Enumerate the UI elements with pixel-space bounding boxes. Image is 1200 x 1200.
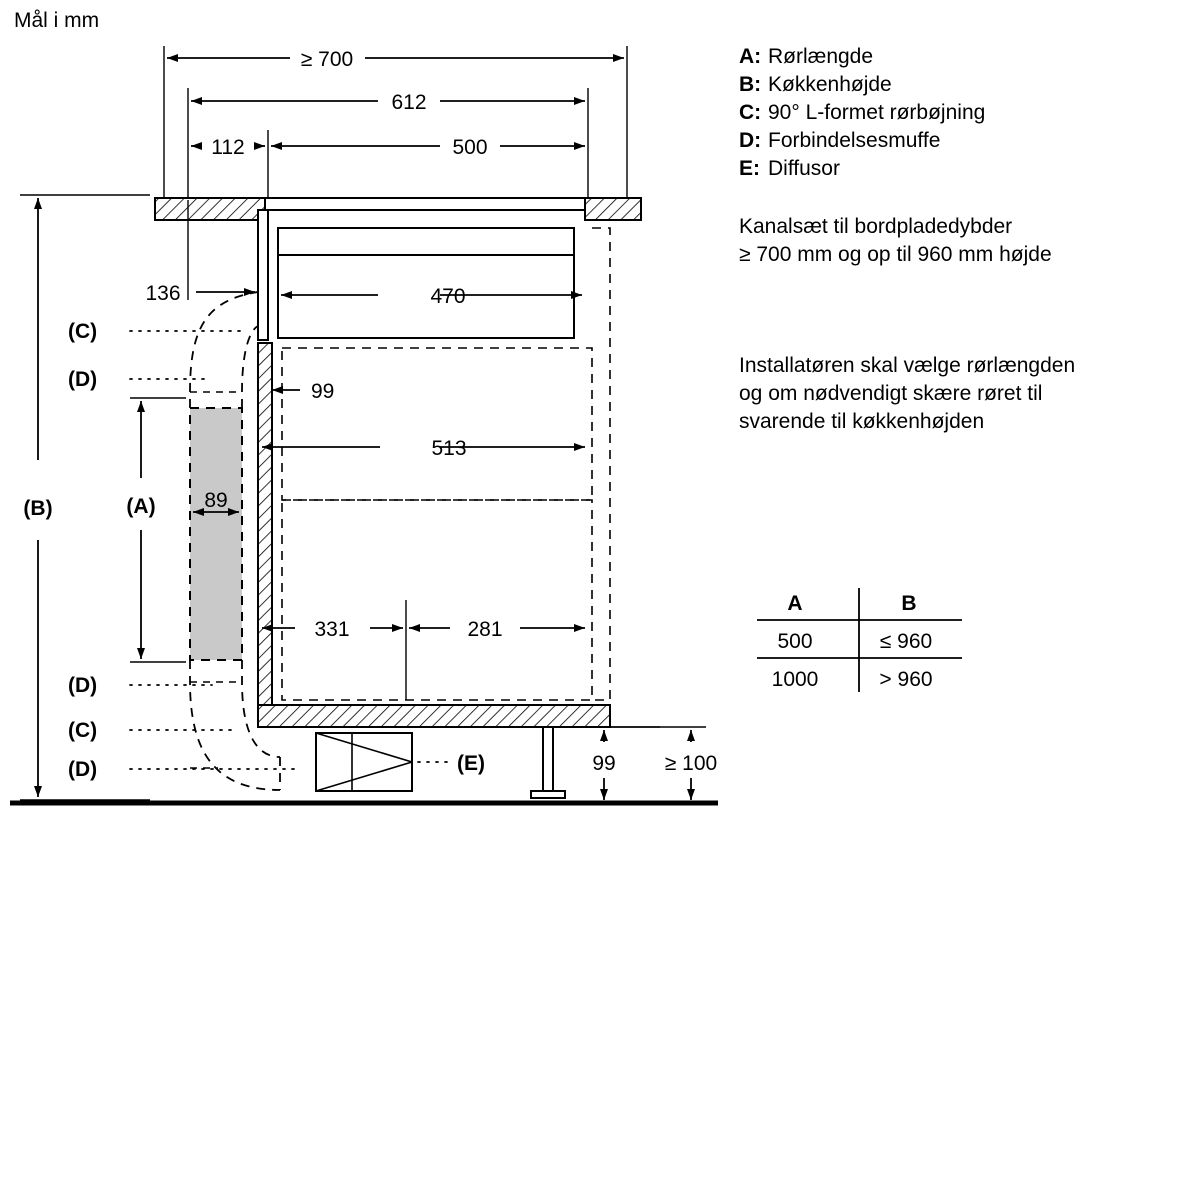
duct-bend-upper-outer	[190, 292, 258, 408]
callout-E: (E)	[457, 752, 485, 775]
table-row-1-cell-0: 1000	[771, 668, 819, 691]
cabinet-bottom-shelf	[258, 705, 610, 727]
dim-label-top-depth: ≥ 700	[300, 48, 354, 71]
dim-label-100: ≥ 100	[664, 752, 718, 775]
dim-label-136: 136	[145, 282, 181, 305]
dim-label-470: 470	[430, 285, 466, 308]
callout-C-upper: (C)	[68, 320, 98, 343]
dim-label-500: 500	[452, 136, 488, 159]
callout-D-upper: (D)	[68, 368, 98, 391]
diffuser-box	[316, 733, 412, 791]
table-row-1-cell-1: > 960	[879, 668, 933, 691]
table-header-0: A	[787, 592, 803, 615]
dim-label-612: 612	[391, 91, 427, 114]
legend-value-4: Diffusor	[768, 157, 840, 180]
note-1-line-1: og om nødvendigt skære røret til	[739, 382, 1043, 405]
legend-value-0: Rørlængde	[768, 45, 874, 68]
note-0-line-1: ≥ 700 mm og op til 960 mm højde	[739, 243, 1052, 266]
appliance-left-wall-upper	[258, 210, 268, 340]
callout-A: (A)	[126, 495, 156, 518]
legend-key-3: D:	[739, 129, 762, 152]
dim-label-331: 331	[314, 618, 350, 641]
table-row-0-cell-0: 500	[777, 630, 813, 653]
note-0-line-0: Kanalsæt til bordpladedybder	[739, 215, 1013, 238]
legend-key-4: E:	[739, 157, 760, 180]
callout-B: (B)	[23, 497, 53, 520]
dim-label-89: 89	[204, 489, 228, 512]
callout-C-lower: (C)	[68, 719, 98, 742]
duct-pipe-A	[190, 408, 242, 660]
appliance-upper-box	[278, 228, 574, 338]
legend-key-0: A:	[739, 45, 762, 68]
table-header-1: B	[901, 592, 917, 615]
inner-volume-right-edge	[592, 228, 610, 700]
cabinet-left-wall	[258, 343, 272, 708]
legend-key-2: C:	[739, 101, 762, 124]
countertop-right-slab	[585, 198, 641, 220]
dim-label-99-lower: 99	[592, 752, 616, 775]
legend-key-1: B:	[739, 73, 762, 96]
dim-label-281: 281	[467, 618, 503, 641]
countertop-left-slab	[155, 198, 265, 220]
dim-label-99-upper: 99	[311, 380, 335, 403]
table-row-0-cell-1: ≤ 960	[879, 630, 933, 653]
support-leg-foot	[531, 791, 565, 798]
inner-volume-lower	[282, 500, 592, 700]
duct-bend-upper-inner	[242, 326, 258, 408]
inner-volume-upper	[282, 348, 592, 500]
note-1-line-0: Installatøren skal vælge rørlængden	[739, 354, 1076, 377]
callout-D-lower-1: (D)	[68, 674, 98, 697]
callout-D-lower-2: (D)	[68, 758, 98, 781]
units-title: Mål i mm	[14, 9, 100, 32]
dim-label-112: 112	[211, 136, 245, 159]
legend-value-3: Forbindelsesmuffe	[768, 129, 941, 152]
hob-top-plate	[265, 198, 585, 210]
note-1-line-2: svarende til køkkenhøjden	[739, 410, 985, 433]
legend-value-2: 90° L-formet rørbøjning	[768, 101, 986, 124]
spec-table	[757, 588, 962, 692]
dim-label-513: 513	[431, 437, 467, 460]
support-leg	[543, 727, 553, 791]
legend-value-1: Køkkenhøjde	[768, 73, 892, 96]
